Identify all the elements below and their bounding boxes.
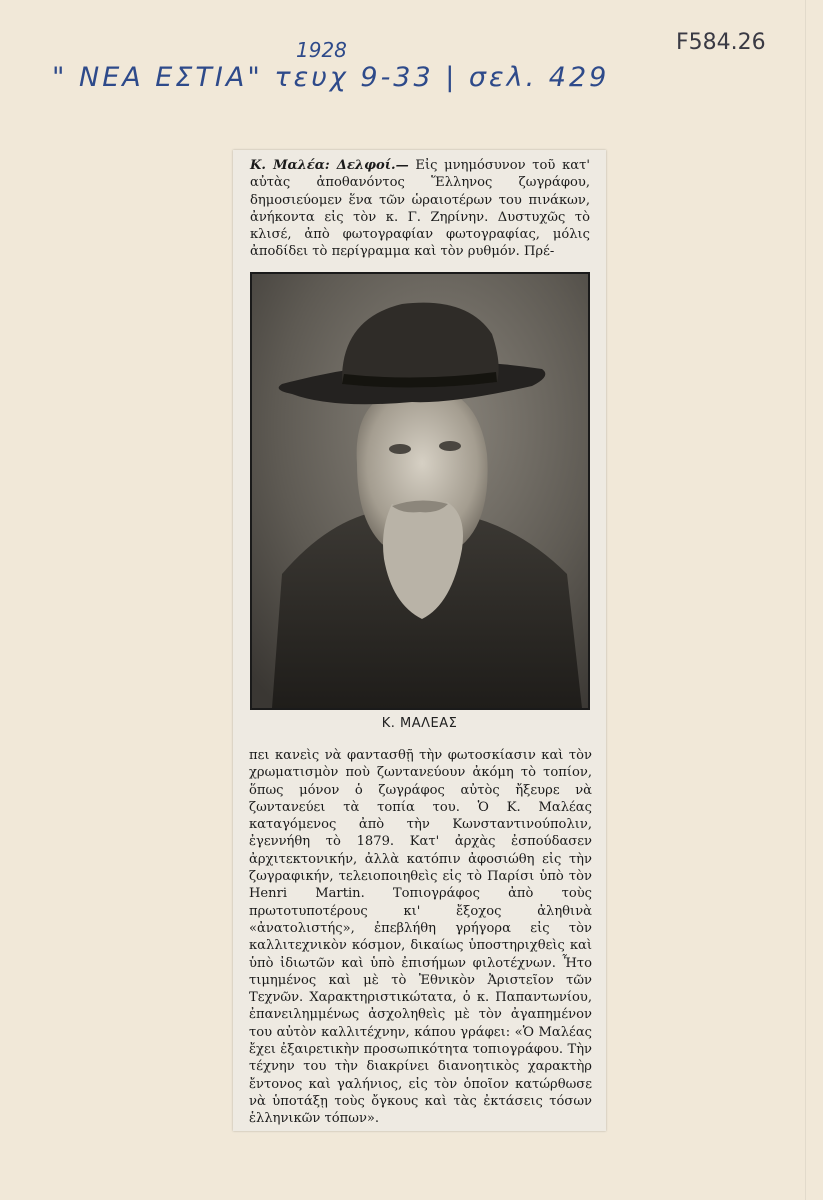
article-intro-text: Εἰς μνημόσυνον τοῦ κατ' αὐτὰς ἀποθανόντος Ἕλληνος ζωγράφου, δημοσιεύομεν ἕνα τῶν ὡραιοτέρων του πινάκων, ἀνήκοντα εἰς τὸν κ. Γ. Ζηρίνην. Δυστυχῶς τὸ κλισέ, ἀπὸ φωτογραφίαν φωτογραφίας, μόλις ἀποδίδει τὸ περίγραμμα καὶ τὸν ρυθμόν. Πρέ-: [250, 158, 590, 260]
article-body-paragraph: πει κανεὶς νὰ φαντασθῇ τὴν φωτοσκίασιν καὶ τὸν χρωματισμὸν ποὺ ζωντανεύουν ἀκόμη τὸ τοπίον, ὅπως μόνον ὁ ζωγράφος αὐτὸς ἤξευρε νὰ ζωντανεύει τὰ τοπία του. Ὁ Κ. Μαλέας καταγόμενος ἀπὸ τὴν Κωνσταντινούπολιν, ἐγεννήθη τὸ 1879. Κατ' ἀρχὰς ἐσπούδασεν ἀρχιτεκτονικήν, ἀλλὰ κατόπιν ἀφοσιώθη εἰς τὴν ζωγραφικήν, τελειοποιηθεὶς εἰς τὸ Παρίσι ὑπὸ τὸν Henri Martin. Τοπιογράφος ἀπὸ τοὺς πρωτοτυποτέρους κι' ἔξοχος ἀληθινὰ «ἀνατολιστής», ἐπεβλήθη γρήγορα εἰς τὸν καλλιτεχνικὸν κόσμον, δικαίως ὑποστηριχθεὶς καὶ ὑπὸ ἰδιωτῶν καὶ ὑπὸ ἐπισήμων φιλοτέχνων. Ἦτο τιμημένος καὶ μὲ τὸ Ἐθνικὸν Ἀριστεῖον τῶν Τεχνῶν. Χαρακτηριστικώτατα, ὁ κ. Παπαντωνίου, ἐπανειλημμένως ἀσχοληθεὶς μὲ τὸν ἀγαπημένον του αὐτὸν καλλιτέχνην, κάπου γράφει: «Ὁ Μαλέας ἔχει ἐξαιρετικὴν προσωπικότητα τοπιογράφου. Τὴν τέχνην του τὴν διακρίνει διανοητικὸς χαρακτὴρ ἔντονος καὶ γαλήνιος, εἰς τὸν ὁποῖον κατώρθωσε νὰ ὑποτάξῃ τοὺς ὄγκους καὶ τὰς ἐκτάσεις τόσων ἑλληνικῶν τόπων».: [249, 748, 592, 1127]
archive-reference-number: F584.26: [676, 30, 766, 55]
handwritten-year: 1928: [296, 38, 347, 62]
paper-fold-line: [805, 0, 806, 1200]
left-eye: [389, 444, 411, 454]
article-lead: Κ. Μαλέα: Δελφοί.—: [250, 158, 409, 173]
newspaper-clipping: [233, 150, 606, 1131]
portrait-photo: [250, 272, 590, 710]
right-eye: [439, 441, 461, 451]
photo-caption: Κ. ΜΑΛΕΑΣ: [381, 716, 458, 731]
article-intro-paragraph: [250, 157, 590, 261]
portrait-image: [252, 274, 588, 708]
handwritten-source-note: " ΝΕΑ ΕΣΤΙΑ" τευχ 9-33 | σελ. 429: [52, 62, 610, 93]
